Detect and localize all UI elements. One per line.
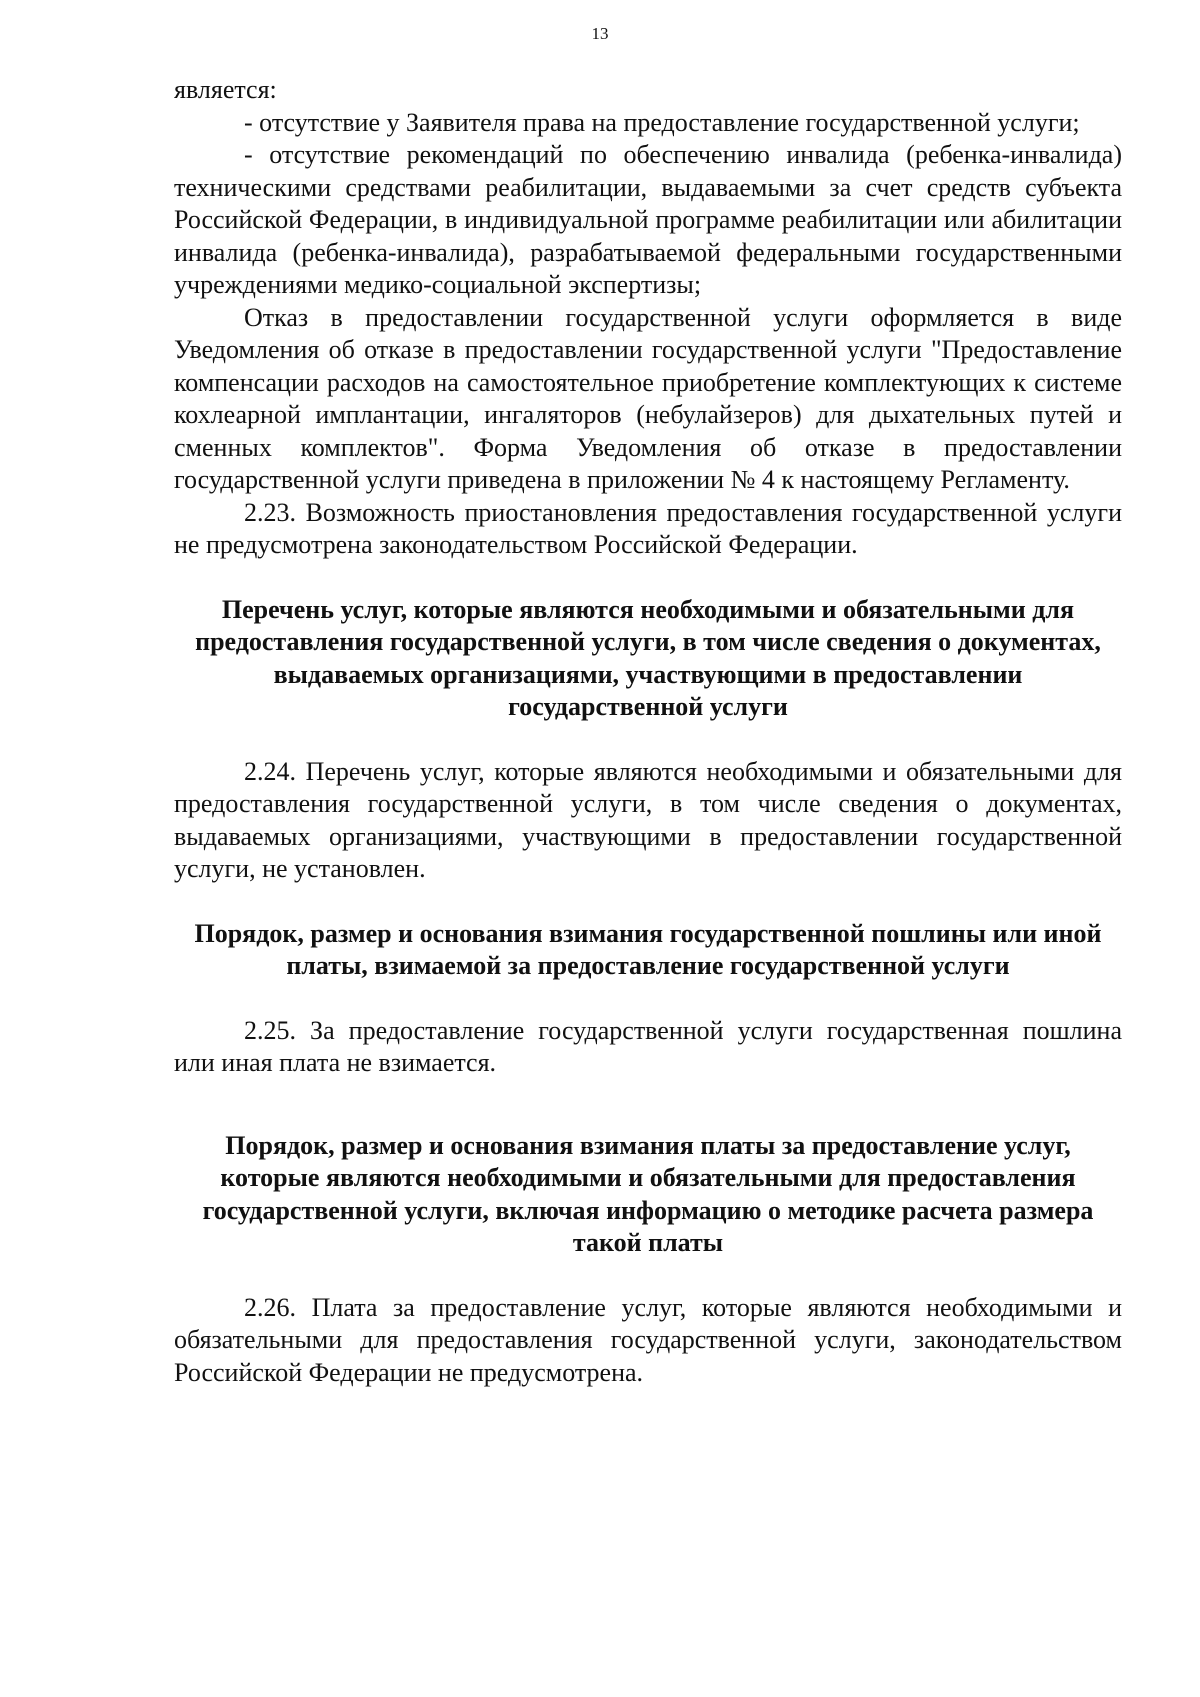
paragraph-refusal-notice: Отказ в предоставлении государственной услуги оформляется в виде Уведомления об отказе в предоставлении государственной услуги "Предоставление компенсации расходов на самостоятельное приобретение комплектующих к системе кохлеарной имплантации, ингаляторов (небулайзеров) для дыхательных путей и сменных комплектов". Форма Уведомления об отказе в предоставлении государственной услуги приведена в приложении № 4 к настоящему Регламенту. — [174, 302, 1122, 494]
paragraph-2-25: 2.25. За предоставление государственной услуги государственная пошлина или иная плата не взимается. — [174, 1015, 1122, 1077]
paragraph-no-recommendations: - отсутствие рекомендаций по обеспечению инвалида (ребенка-инвалида) техническими средствами реабилитации, выдаваемыми за счет средств субъекта Российской Федерации, в индивидуальной программе реабилитации или абилитации инвалида (ребенка-инвалида), разрабатываемой федеральными государственными учреждениями медико-социальной экспертизы; — [174, 140, 1122, 299]
page-number: 13 — [591, 24, 609, 43]
paragraph-2-24: 2.24. Перечень услуг, которые являются необходимыми и обязательными для предоставления государственной услуги, в том числе сведения о документах, выдаваемых организациями, участвующими в предоставлении государственной услуги, не установлен. — [174, 756, 1122, 883]
document-body — [174, 74, 1122, 1389]
paragraph-no-right: - отсутствие у Заявителя права на предоставление государственной услуги; — [244, 107, 1080, 137]
section-heading-fee-for-services: Порядок, размер и основания взимания платы за предоставление услуг, которые являются необходимыми и обязательными для предоставления государственной услуги, включая информацию о методике расчета размера такой платы — [202, 1130, 1094, 1257]
paragraph-2-26: 2.26. Плата за предоставление услуг, которые являются необходимыми и обязательными для предоставления государственной услуги, законодательством Российской Федерации не предусмотрена. — [174, 1292, 1122, 1387]
paragraph-2-23: 2.23. Возможность приостановления предоставления государственной услуги не предусмотрена законодательством Российской Федерации. — [174, 497, 1122, 559]
section-heading-required-services: Перечень услуг, которые являются необходимыми и обязательными для предоставления государственной услуги, в том числе сведения о документах, выдаваемых организациями, участвующими в предоставлении государственной услуги — [195, 594, 1101, 721]
paragraph-intro: является: — [174, 75, 277, 104]
section-heading-state-fee: Порядок, размер и основания взимания государственной пошлины или иной платы, взимаемой за предоставление государственной услуги — [194, 918, 1102, 980]
